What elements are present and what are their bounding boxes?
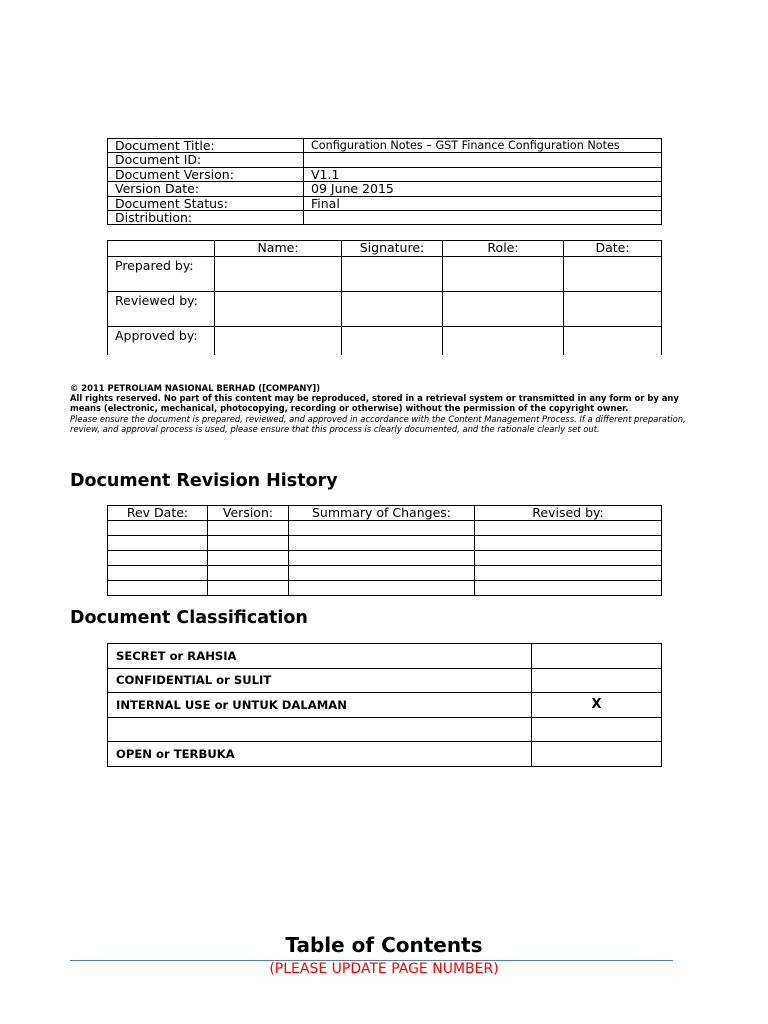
signoff-header-signature: Signature: (342, 241, 443, 257)
doc-id-label: Document ID: (108, 153, 304, 167)
table-cell (108, 551, 208, 566)
signoff-header-role: Role: (443, 241, 564, 257)
version-date-value: 09 June 2015 (304, 182, 662, 196)
rev-date-header: Rev Date: (108, 506, 208, 521)
reviewed-by-label: Reviewed by: (108, 292, 215, 327)
table-cell (289, 536, 475, 551)
prepared-signature-cell (342, 257, 443, 292)
classification-label: OPEN or TERBUKA (108, 742, 532, 767)
reviewed-signature-cell (342, 292, 443, 327)
prepared-by-label: Prepared by: (108, 257, 215, 292)
classification-heading: Document Classification (70, 608, 308, 628)
table-cell (208, 581, 289, 596)
revision-history-heading: Document Revision History (70, 471, 338, 491)
signoff-reviewed-row (108, 292, 662, 327)
classification-label: CONFIDENTIAL or SULIT (108, 668, 532, 693)
table-row (108, 566, 662, 581)
version-date-label: Version Date: (108, 182, 304, 196)
distribution-row (108, 210, 662, 224)
signoff-prepared-row (108, 257, 662, 292)
table-cell (208, 566, 289, 581)
approved-name-cell (215, 327, 342, 356)
table-row (108, 536, 662, 551)
reviewed-date-cell (564, 292, 662, 327)
prepared-name-cell (215, 257, 342, 292)
approved-by-label: Approved by: (108, 327, 215, 356)
classification-mark (532, 717, 662, 742)
doc-title-label: Document Title: (108, 139, 304, 153)
table-cell (475, 536, 662, 551)
table-cell (289, 566, 475, 581)
doc-version-row (108, 167, 662, 181)
revision-header-row (108, 506, 662, 521)
classification-mark (532, 742, 662, 767)
rights-reserved-text: All rights reserved. No part of this content may be reproduced, stored in a retrieval system or transmitted in any form or by any means (electronic, mechanical, photocopying, recording or otherwise) without the permission of the copyright owner. (70, 393, 679, 414)
table-row (108, 581, 662, 596)
table-cell (475, 581, 662, 596)
classification-row-secret (108, 644, 662, 669)
classification-mark (532, 644, 662, 669)
prepared-date-cell (564, 257, 662, 292)
toc-update-note: (PLEASE UPDATE PAGE NUMBER) (269, 961, 499, 977)
classification-label (108, 717, 532, 742)
classification-label: INTERNAL USE or UNTUK DALAMAN (108, 693, 532, 718)
doc-status-value: Final (304, 196, 662, 210)
process-note-text: Please ensure the document is prepared, reviewed, and approved in accordance with the Content Management Process. If a different preparation, review, and approval process is used, please ensure that this process is clearly documented, and the rationale clearly set out. (70, 413, 686, 434)
summary-header: Summary of Changes: (289, 506, 475, 521)
signoff-table (107, 240, 662, 355)
classification-mark (532, 668, 662, 693)
doc-id-row (108, 153, 662, 167)
table-cell (208, 521, 289, 536)
doc-title-value: Configuration Notes – GST Finance Configuration Notes (304, 139, 662, 153)
classification-row-internal (108, 693, 662, 718)
version-date-row (108, 182, 662, 196)
table-cell (475, 521, 662, 536)
table-cell (475, 551, 662, 566)
doc-id-value (304, 153, 662, 167)
version-header: Version: (208, 506, 289, 521)
approved-role-cell (443, 327, 564, 356)
classification-row-confidential (108, 668, 662, 693)
classification-row-open (108, 742, 662, 767)
doc-version-label: Document Version: (108, 167, 304, 181)
table-row (108, 521, 662, 536)
distribution-label: Distribution: (108, 210, 304, 224)
approved-date-cell (564, 327, 662, 356)
signoff-header-date: Date: (564, 241, 662, 257)
table-row (108, 551, 662, 566)
table-cell (289, 521, 475, 536)
copyright-line: © 2011 PETROLIAM NASIONAL BERHAD ([COMPANY]) (70, 383, 321, 393)
doc-status-label: Document Status: (108, 196, 304, 210)
classification-table (107, 643, 662, 767)
document-info-table (107, 138, 662, 225)
doc-title-row (108, 139, 662, 153)
table-cell (475, 566, 662, 581)
classification-label: SECRET or RAHSIA (108, 644, 532, 669)
table-cell (108, 566, 208, 581)
table-cell (208, 551, 289, 566)
table-cell (108, 521, 208, 536)
copyright-notice (70, 383, 710, 434)
signoff-header-name: Name: (215, 241, 342, 257)
distribution-value (304, 210, 662, 224)
signoff-header-row (108, 241, 662, 257)
table-cell (108, 581, 208, 596)
signoff-header-corner (108, 241, 215, 257)
table-cell (289, 551, 475, 566)
approved-signature-cell (342, 327, 443, 356)
toc-title: Table of Contents (285, 933, 483, 957)
table-cell (108, 536, 208, 551)
revised-by-header: Revised by: (475, 506, 662, 521)
table-cell (208, 536, 289, 551)
classification-mark: X (532, 693, 662, 718)
doc-status-row (108, 196, 662, 210)
reviewed-name-cell (215, 292, 342, 327)
prepared-role-cell (443, 257, 564, 292)
table-cell (289, 581, 475, 596)
classification-row-blank (108, 717, 662, 742)
signoff-approved-row (108, 327, 662, 356)
revision-history-table (107, 505, 662, 596)
doc-version-value: V1.1 (304, 167, 662, 181)
reviewed-role-cell (443, 292, 564, 327)
